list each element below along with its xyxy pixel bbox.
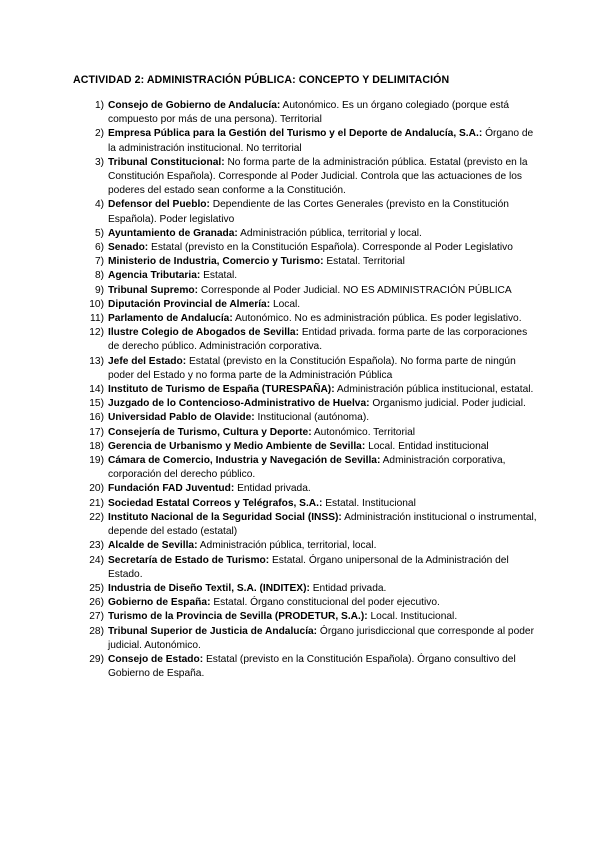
item-number: 28) xyxy=(89,625,104,637)
list-item xyxy=(80,653,540,681)
entity-name: Sociedad Estatal Correos y Telégrafos, S.A.: xyxy=(108,497,323,509)
list-item xyxy=(80,156,540,199)
entity-name: Tribunal Constitucional: xyxy=(108,156,225,168)
entity-name: Gerencia de Urbanismo y Medio Ambiente de Sevilla: xyxy=(108,440,366,452)
item-number: 7) xyxy=(94,256,104,268)
entity-description: Administración pública, territorial y local. xyxy=(240,227,422,239)
entity-description: Autonómico. Territorial xyxy=(313,426,416,438)
entity-description: Entidad privada. xyxy=(237,483,311,495)
list-item xyxy=(80,625,540,653)
list-item xyxy=(80,284,540,298)
entity-description: Organismo judicial. Poder judicial. xyxy=(372,398,526,410)
entity-name: Tribunal Superior de Justicia de Andalucía: xyxy=(108,625,318,637)
item-number: 14) xyxy=(89,384,104,396)
item-number: 17) xyxy=(89,426,104,438)
list-item xyxy=(80,511,540,539)
entity-name: Gobierno de España: xyxy=(108,597,211,609)
item-number: 23) xyxy=(89,540,104,552)
entity-description: Administración pública, territorial, local. xyxy=(199,540,377,552)
item-number: 27) xyxy=(89,611,104,623)
entity-name: Tribunal Supremo: xyxy=(108,284,198,296)
entity-description: Local. Institucional. xyxy=(370,611,458,623)
item-number: 22) xyxy=(89,511,104,523)
entity-description: Autonómico. Es un órgano colegiado (porque está compuesto por más de una persona). Territorial xyxy=(108,100,510,126)
entity-description: Estatal. Órgano constitucional del poder ejecutivo. xyxy=(213,597,440,609)
entity-name: Ministerio de Industria, Comercio y Turismo: xyxy=(108,256,324,268)
entity-description: Corresponde al Poder Judicial. NO ES ADMINISTRACIÓN PÚBLICA xyxy=(200,284,512,296)
entity-description: Estatal. Institucional xyxy=(325,497,416,509)
list-item xyxy=(80,497,540,511)
list-item xyxy=(80,255,540,269)
entity-description: Estatal (previsto en la Constitución Española). Corresponde al Poder Legislativo xyxy=(151,242,513,254)
item-number: 4) xyxy=(94,199,104,211)
item-number: 6) xyxy=(94,242,104,254)
entity-description: Institucional (autónoma). xyxy=(257,412,370,424)
entity-name: Empresa Pública para la Gestión del Turismo y el Deporte de Andalucía, S.A.: xyxy=(108,128,483,140)
entity-name: Industria de Diseño Textil, S.A. (INDITEX): xyxy=(108,582,310,594)
entity-name: Ilustre Colegio de Abogados de Sevilla: xyxy=(108,327,299,339)
list-item xyxy=(80,241,540,255)
entity-name: Juzgado de lo Contencioso-Administrativo de Huelva: xyxy=(108,398,370,410)
item-number: 21) xyxy=(89,497,104,509)
entity-name: Defensor del Pueblo: xyxy=(108,199,210,211)
entity-name: Universidad Pablo de Olavide: xyxy=(108,412,255,424)
list-item xyxy=(80,397,540,411)
entity-description: Estatal (previsto en la Constitución Española). No forma parte de ningún poder del Estado y no forma parte de la Administración Pública xyxy=(108,355,516,381)
entity-description: Autonómico. No es administración pública. Es poder legislativo. xyxy=(235,313,522,325)
list-item xyxy=(80,326,540,354)
list-item xyxy=(80,554,540,582)
list-item xyxy=(80,99,540,127)
entity-description: Administración pública institucional, estatal. xyxy=(336,384,534,396)
entity-name: Ayuntamiento de Granada: xyxy=(108,227,238,239)
entity-name: Consejo de Estado: xyxy=(108,653,204,665)
entity-description: Órgano de la administración institucional. No territorial xyxy=(108,128,534,154)
document-title: ACTIVIDAD 2: ADMINISTRACIÓN PÚBLICA: CONCEPTO Y DELIMITACIÓN xyxy=(73,74,450,86)
item-number: 25) xyxy=(89,582,104,594)
entity-name: Parlamento de Andalucía: xyxy=(108,313,233,325)
list-item xyxy=(80,482,540,496)
item-number: 10) xyxy=(89,298,104,310)
item-number: 1) xyxy=(94,100,104,111)
list-item xyxy=(80,383,540,397)
entity-description: No forma parte de la administración pública. Estatal (previsto en la Constitución Española). Corresponde al Poder Judicial. Controla que las actuaciones de los poderes del estado sean conforme a la Constitución. xyxy=(108,156,528,197)
entity-description: Entidad privada. forma parte de las corporaciones de derecho público. Administración corporativa. xyxy=(108,327,528,353)
item-number: 11) xyxy=(90,313,104,325)
list-item xyxy=(80,198,540,226)
entity-description: Estatal (previsto en la Constitución Española). Órgano consultivo del Gobierno de España. xyxy=(108,653,516,680)
entity-description: Estatal. Territorial xyxy=(326,256,405,268)
item-number: 24) xyxy=(89,554,104,566)
entity-description: Dependiente de las Cortes Generales (previsto en la Constitución Española). Poder legislativo xyxy=(108,199,509,225)
entity-name: Turismo de la Provincia de Sevilla (PRODETUR, S.A.): xyxy=(108,611,368,623)
list-item xyxy=(80,269,540,283)
item-number: 20) xyxy=(89,483,104,495)
item-number: 18) xyxy=(89,440,104,452)
item-number: 5) xyxy=(94,227,104,239)
entity-name: Senado: xyxy=(108,242,149,254)
entity-name: Diputación Provincial de Almería: xyxy=(108,298,271,310)
entity-name: Alcalde de Sevilla: xyxy=(108,540,198,552)
item-number: 12) xyxy=(89,327,104,339)
entity-list xyxy=(80,99,540,681)
list-item xyxy=(80,610,540,624)
list-item xyxy=(80,127,540,155)
list-item xyxy=(80,454,540,482)
entity-description: Estatal. xyxy=(203,270,238,282)
entity-name: Jefe del Estado: xyxy=(108,355,187,367)
entity-name: Instituto Nacional de la Seguridad Social (INSS): xyxy=(108,511,342,523)
list-item xyxy=(80,582,540,596)
item-number: 19) xyxy=(89,455,104,467)
list-item xyxy=(80,539,540,553)
list-item xyxy=(80,227,540,241)
list-item xyxy=(80,426,540,440)
item-number: 8) xyxy=(94,270,104,282)
item-number: 9) xyxy=(94,284,104,296)
list-item xyxy=(80,596,540,610)
entity-description: Entidad privada. xyxy=(312,582,387,594)
list-item xyxy=(80,411,540,425)
entity-name: Consejería de Turismo, Cultura y Deporte: xyxy=(108,426,312,438)
item-number: 2) xyxy=(94,128,104,140)
entity-description: Administración corporativa, corporación del derecho público. xyxy=(108,455,506,481)
entity-name: Fundación FAD Juventud: xyxy=(108,483,235,495)
item-number: 16) xyxy=(89,412,104,424)
list-item xyxy=(80,355,540,383)
entity-description: Local. xyxy=(272,298,301,310)
entity-description: Estatal. Órgano unipersonal de la Administración del Estado. xyxy=(108,554,509,580)
item-number: 29) xyxy=(89,653,104,665)
item-number: 3) xyxy=(94,156,104,168)
item-number: 15) xyxy=(89,398,104,410)
item-number: 13) xyxy=(89,355,104,367)
entity-description: Órgano jurisdiccional que corresponde al poder judicial. Autonómico. xyxy=(108,625,534,651)
entity-name: Instituto de Turismo de España (TURESPAÑA): xyxy=(108,384,335,396)
entity-description: Administración institucional o instrumental, depende del estado (estatal) xyxy=(108,511,537,538)
list-item xyxy=(80,312,540,326)
list-item xyxy=(80,440,540,454)
list-item xyxy=(80,298,540,312)
entity-description: Local. Entidad institucional xyxy=(368,440,489,452)
entity-name: Consejo de Gobierno de Andalucía: xyxy=(108,100,281,111)
entity-name: Cámara de Comercio, Industria y Navegación de Sevilla: xyxy=(108,455,381,467)
item-number: 26) xyxy=(89,597,104,609)
entity-name: Agencia Tributaria: xyxy=(108,270,201,282)
entity-name: Secretaría de Estado de Turismo: xyxy=(108,554,270,566)
